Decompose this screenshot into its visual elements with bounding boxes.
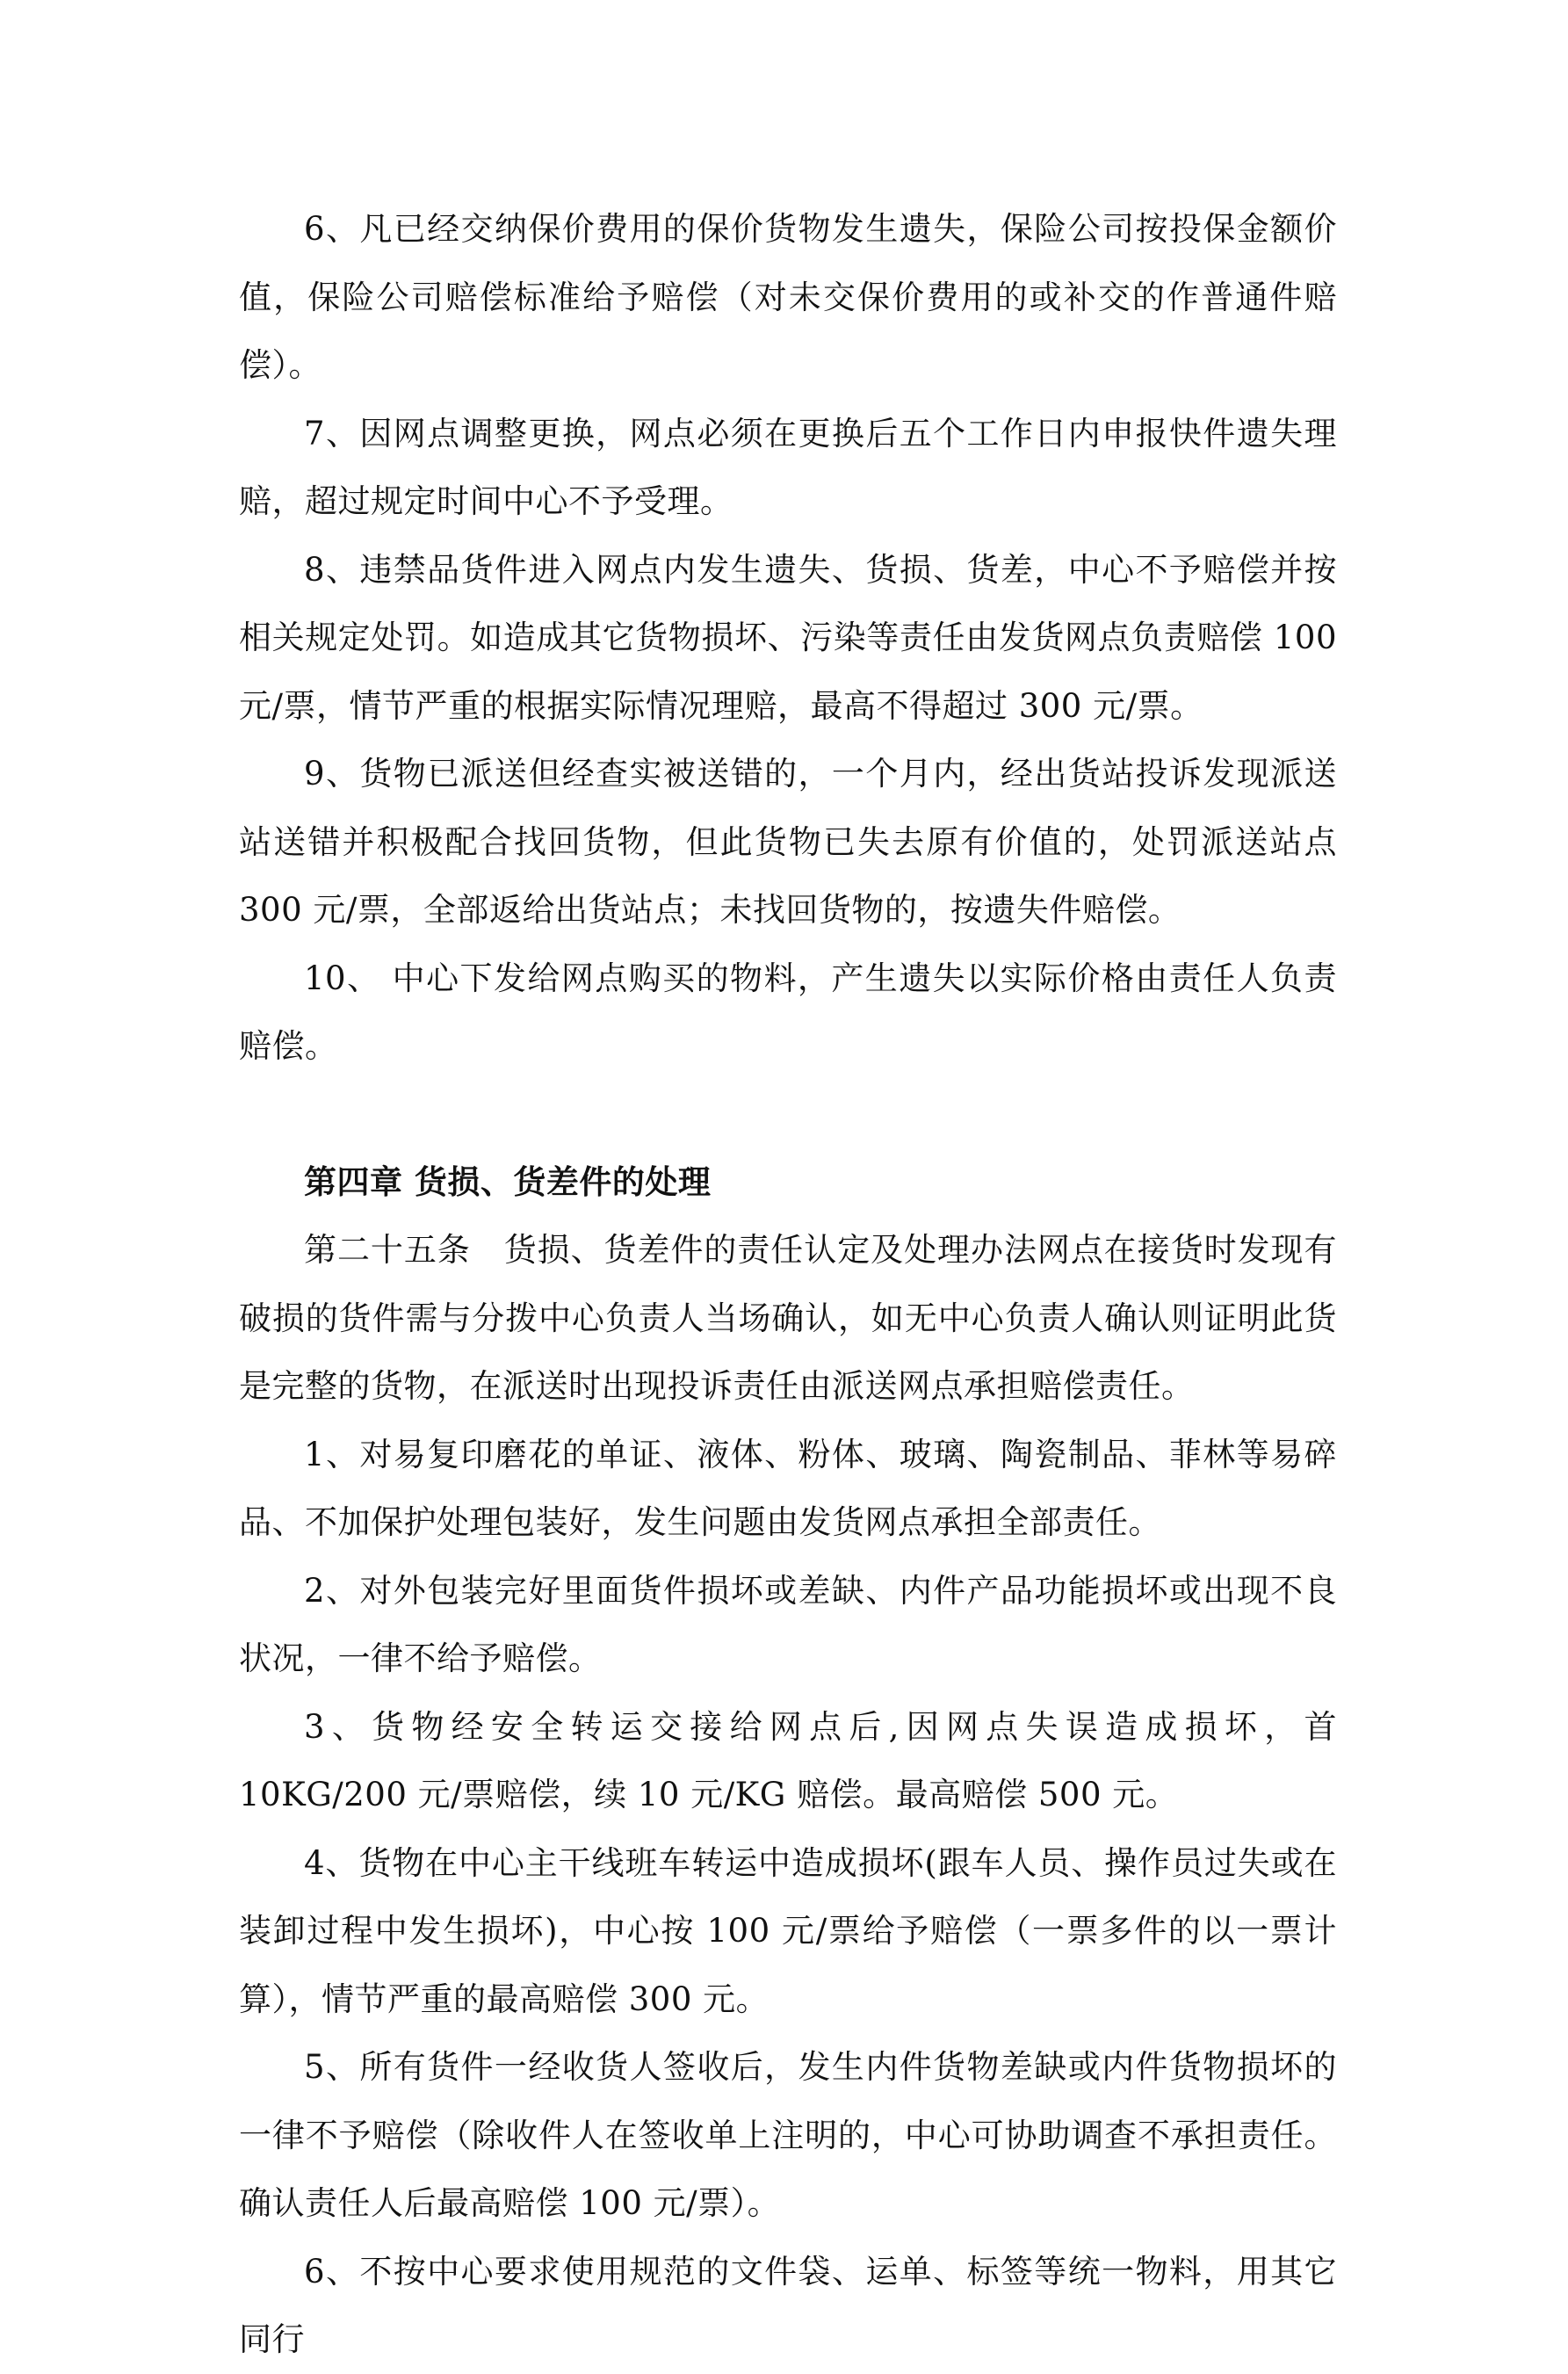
chapter-item-6-paragraph: 6、不按中心要求使用规范的文件袋、运单、标签等统一物料，用其它同行 [239, 2252, 1337, 2358]
item-8-paragraph: 8、违禁品货件进入网点内发生遗失、货损、货差，中心不予赔偿并按相关规定处罚。如造成其它货物损坏、污染等责任由发货网点负责赔偿 100 元/票，情节严重的根据实际情况理赔，最高不得超过 300 元/票。 [239, 550, 1337, 725]
item-6-paragraph: 6、凡已经交纳保价费用的保价货物发生遗失，保险公司按投保金额价值，保险公司赔偿标准给予赔偿（对未交保价费用的或补交的作普通件赔偿）。 [239, 210, 1337, 384]
section-spacer [239, 1081, 1337, 1148]
article-25-paragraph: 第二十五条 货损、货差件的责任认定及处理办法网点在接货时发现有破损的货件需与分拨中心负责人当场确认，如无中心负责人确认则证明此货是完整的货物，在派送时出现投诉责任由派送网点承担赔偿责任。 [239, 1231, 1337, 1405]
document-page [239, 195, 1337, 2374]
chapter-title: 第四章 货损、货差件的处理 [304, 1162, 712, 1201]
chapter-item-5-paragraph: 5、所有货件一经收货人签收后，发生内件货物差缺或内件货物损坏的一律不予赔偿（除收件人在签收单上注明的，中心可协助调查不承担责任。确认责任人后最高赔偿 100 元/票）。 [239, 2048, 1337, 2222]
item-10-paragraph: 10、 中心下发给网点购买的物料，产生遗失以实际价格由责任人负责赔偿。 [239, 959, 1337, 1065]
chapter-item-3-paragraph: 3、货物经安全转运交接给网点后,因网点失误造成损坏，首 10KG/200 元/票赔偿，续 10 元/KG 赔偿。最高赔偿 500 元。 [239, 1707, 1337, 1813]
item-9-paragraph: 9、货物已派送但经查实被送错的，一个月内，经出货站投诉发现派送站送错并积极配合找回货物，但此货物已失去原有价值的，处罚派送站点 300 元/票，全部返给出货站点；未找回货物的，按遗失件赔偿。 [239, 755, 1337, 929]
chapter-item-2-paragraph: 2、对外包装完好里面货件损坏或差缺、内件产品功能损坏或出现不良状况，一律不给予赔偿。 [239, 1571, 1337, 1677]
chapter-item-4-paragraph: 4、货物在中心主干线班车转运中造成损坏(跟车人员、操作员过失或在装卸过程中发生损坏)，中心按 100 元/票给予赔偿（一票多件的以一票计算），情节严重的最高赔偿 300 元。 [239, 1843, 1337, 2018]
item-7-paragraph: 7、因网点调整更换，网点必须在更换后五个工作日内申报快件遗失理赔，超过规定时间中心不予受理。 [239, 414, 1337, 520]
chapter-item-1-paragraph: 1、对易复印磨花的单证、液体、粉体、玻璃、陶瓷制品、菲林等易碎品、不加保护处理包装好，发生问题由发货网点承担全部责任。 [239, 1435, 1337, 1541]
